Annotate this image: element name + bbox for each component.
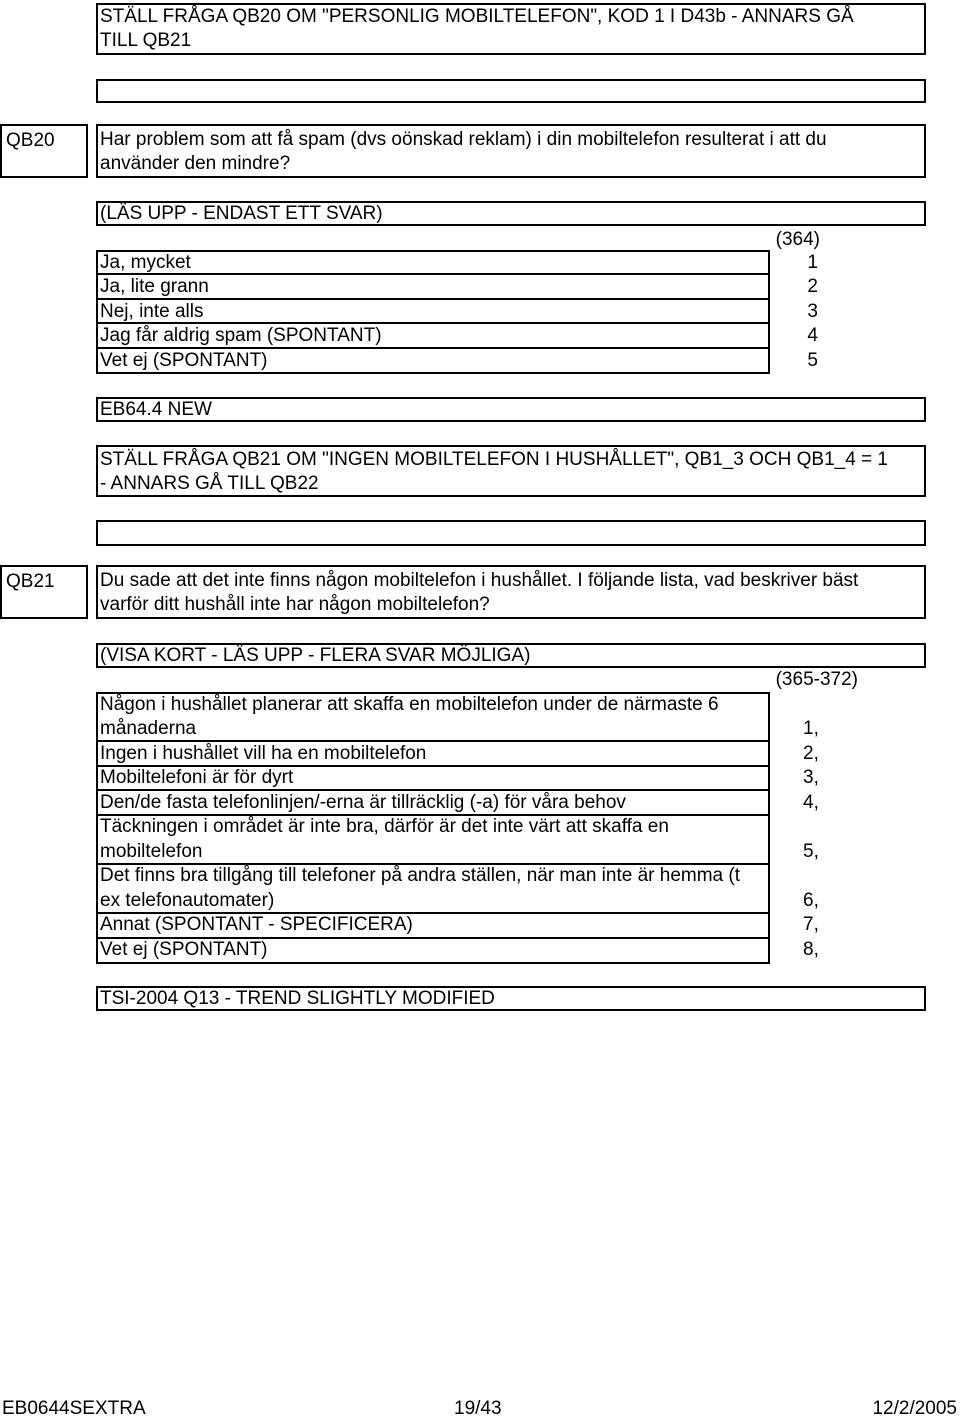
qb20-option-code: 2: [807, 276, 818, 297]
qb21-filter-line-1: STÄLL FRÅGA QB21 OM "INGEN MOBILTELEFON I HUSHÅLLET", QB1_3 OCH QB1_4 = 1: [100, 449, 888, 470]
qb21-option-code: 3,: [803, 767, 819, 788]
qb21-option-label-line: Någon i hushållet planerar att skaffa en mobiltelefon under de närmaste 6: [100, 694, 719, 715]
qb21-option-code: 8,: [803, 939, 819, 960]
qb21-option-label-line: Ingen i hushållet vill ha en mobiltelefon: [100, 743, 427, 764]
qb20-filter-line-1: STÄLL FRÅGA QB20 OM "PERSONLIG MOBILTELEFON", KOD 1 I D43b - ANNARS GÅ: [100, 6, 854, 27]
qb21-option-label-line: månaderna: [100, 718, 197, 739]
qb20-option-label: Ja, mycket: [100, 252, 191, 273]
qb21-option-label-line: Mobiltelefoni är för dyrt: [100, 767, 294, 788]
qb20-id: QB20: [6, 130, 55, 151]
qb20-option-label: Nej, inte alls: [100, 301, 204, 322]
qb20-filter-line-2: TILL QB21: [100, 30, 192, 51]
qb21-option-label-line: Täckningen i området är inte bra, därför är det inte värt att skaffa en: [100, 816, 669, 837]
qb21-source: TSI-2004 Q13 - TREND SLIGHTLY MODIFIED: [100, 988, 495, 1009]
qb21-option-code: 7,: [803, 914, 819, 935]
qb21-option-label-line: Vet ej (SPONTANT): [100, 939, 268, 960]
footer-page-number: 19/43: [454, 1398, 502, 1419]
qb20-question-line-1: Har problem som att få spam (dvs oönskad reklam) i din mobiltelefon resulterat i att du: [100, 129, 827, 150]
qb20-option-label: Jag får aldrig spam (SPONTANT): [100, 325, 382, 346]
qb21-option-code: 4,: [803, 792, 819, 813]
qb20-empty-box: [96, 79, 926, 103]
qb20-option-code: 4: [807, 325, 818, 346]
qb20-option-label: Vet ej (SPONTANT): [100, 350, 268, 371]
qb21-option-code: 1,: [803, 718, 819, 739]
footer-doc-id: EB0644SEXTRA: [2, 1398, 146, 1419]
qb21-filter-line-2: - ANNARS GÅ TILL QB22: [100, 473, 319, 494]
qb20-question-line-2: använder den mindre?: [100, 153, 291, 174]
qb20-source-box: [96, 397, 926, 422]
qb21-instruction: (VISA KORT - LÄS UPP - FLERA SVAR MÖJLIGA): [100, 645, 531, 666]
qb21-question-line-1: Du sade att det inte finns någon mobiltelefon i hushållet. I följande lista, vad beskriver bäst: [100, 570, 859, 591]
qb20-column-code: (364): [775, 229, 820, 250]
qb21-option-code: 6,: [803, 890, 819, 911]
qb21-option-label-line: Annat (SPONTANT - SPECIFICERA): [100, 914, 413, 935]
qb21-column-code: (365-372): [775, 669, 858, 690]
qb21-option-label-line: ex telefonautomater): [100, 890, 275, 911]
qb20-option-code: 1: [807, 252, 818, 273]
qb21-id: QB21: [6, 571, 55, 592]
footer-date: 12/2/2005: [872, 1398, 957, 1419]
qb21-option-code: 2,: [803, 743, 819, 764]
qb20-option-code: 5: [807, 350, 818, 371]
qb20-source: EB64.4 NEW: [100, 399, 212, 420]
qb20-instruction: (LÄS UPP - ENDAST ETT SVAR): [100, 203, 383, 224]
qb21-option-code: 5,: [803, 841, 819, 862]
qb20-option-label: Ja, lite grann: [100, 276, 209, 297]
qb21-option-label-line: Det finns bra tillgång till telefoner på andra ställen, när man inte är hemma (t: [100, 865, 740, 886]
qb21-empty-box: [96, 520, 926, 546]
qb21-option-label-line: Den/de fasta telefonlinjen/-erna är tillräcklig (-a) för våra behov: [100, 792, 626, 813]
qb21-option-label-line: mobiltelefon: [100, 841, 203, 862]
qb20-option-code: 3: [807, 301, 818, 322]
qb21-question-line-2: varför ditt hushåll inte har någon mobiltelefon?: [100, 594, 490, 615]
